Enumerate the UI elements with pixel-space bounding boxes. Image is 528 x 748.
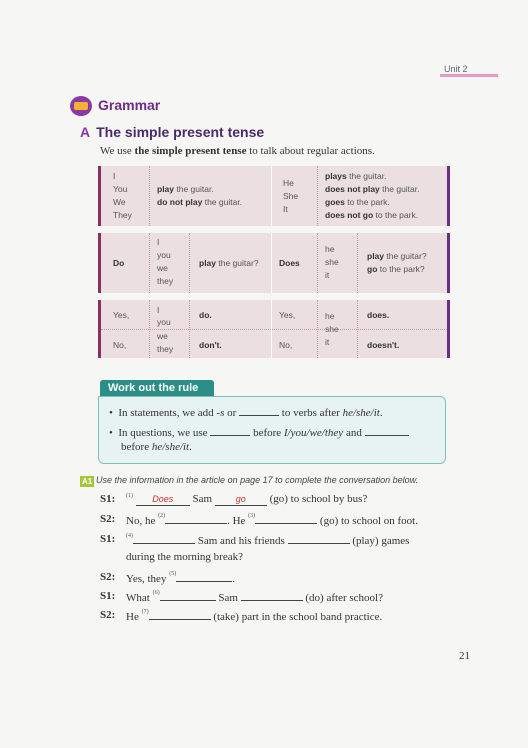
q-subject-she: she (325, 257, 339, 267)
speaker-5: S1: (100, 590, 116, 602)
blank-2[interactable] (165, 513, 227, 524)
speaker-3: S1: (100, 533, 116, 545)
unit-underline (440, 74, 498, 77)
subject-she: She (283, 191, 299, 201)
blank-rule-3[interactable] (365, 425, 409, 436)
no-right: No, (279, 340, 293, 350)
subject-i: I (113, 171, 116, 181)
section-title (80, 124, 264, 140)
q-subject-we: we (157, 263, 168, 273)
subject-we: We (113, 197, 126, 207)
conversation-line-3-cont: during the morning break? (126, 551, 243, 563)
conversation-line-1: $^{(1)}$ Does Sam go (go) to school by bus? (126, 493, 368, 505)
blank-4b[interactable] (288, 533, 350, 544)
blank-6b[interactable] (241, 590, 303, 601)
intro-post: to talk about regular actions. (246, 145, 375, 157)
blank-7[interactable] (149, 609, 211, 620)
short-doesnt: doesn't. (367, 340, 400, 350)
q-verb-right-1: play the guitar? (367, 251, 427, 261)
intro-pre: We use (100, 145, 135, 157)
speaker-2: S2: (100, 513, 116, 525)
speaker-6: S2: (100, 609, 116, 621)
a-subject-you: you (157, 317, 171, 327)
grammar-icon (70, 96, 92, 116)
no-left: No, (113, 340, 127, 350)
a-subject-i: I (157, 305, 160, 315)
aux-does: Does (279, 258, 300, 268)
short-do: do. (199, 310, 212, 320)
conversation-line-4: Yes, they $^{(5)}$ . (126, 571, 235, 585)
speaker-1: S1: (100, 493, 116, 505)
a-subject-they: they (157, 344, 174, 354)
rule-bullet-2-cont: before he/she/it. (121, 441, 192, 453)
section-header: Grammar (98, 97, 161, 113)
conversation-line-6: He $^{(7)}$ (take) part in the school band practice. (126, 609, 383, 623)
blank-4[interactable] (133, 533, 195, 544)
right-row-2: does not play the guitar. (325, 184, 420, 194)
blank-3[interactable] (255, 513, 317, 524)
q-subject-i: I (157, 237, 160, 247)
blank-6[interactable] (160, 590, 216, 601)
subject-he: He (283, 178, 294, 188)
q-subject-it: it (325, 270, 330, 280)
answer-1: Does (152, 494, 174, 504)
q-subject-they: they (157, 276, 174, 286)
subject-it: It (283, 204, 288, 214)
subject-you: You (113, 184, 128, 194)
rule-bullet-2: • In questions, we use before I/you/we/they and (109, 425, 409, 441)
q-verb-right-2: go to the park? (367, 264, 425, 274)
blank-5[interactable] (176, 571, 232, 582)
speaker-4: S2: (100, 571, 116, 583)
aux-do: Do (113, 258, 125, 268)
left-negative: do not play the guitar. (157, 197, 243, 207)
a-subject-she: she (325, 324, 339, 334)
rule-box (98, 396, 446, 464)
conversation-line-5: What $^{(6)}$ Sam (do) after school? (126, 590, 383, 604)
page-number: 21 (459, 650, 470, 662)
intro-bold: the simple present tense (134, 145, 247, 157)
yes-left: Yes, (113, 310, 130, 320)
right-row-3: goes to the park. (325, 197, 390, 207)
rule-bullet-1: • In statements, we add -s or to verbs after he/she/it. (109, 407, 383, 419)
blank-rule-2[interactable] (210, 425, 250, 436)
left-affirmative: play the guitar. (157, 184, 214, 194)
short-does: does. (367, 310, 390, 320)
yes-right: Yes, (279, 310, 296, 320)
unit-label: Unit 2 (444, 64, 468, 74)
section-letter: A (80, 124, 91, 140)
exercise-instruction: Use the information in the article on page 17 to complete the conversation below. (96, 475, 419, 485)
affirmative-negative-table (98, 166, 450, 226)
blank-rule-1[interactable] (239, 405, 279, 416)
a-subject-we: we (157, 331, 168, 341)
q-subject-you: you (157, 250, 171, 260)
q-verb-left: play the guitar? (199, 258, 259, 268)
right-row-1: plays the guitar. (325, 171, 387, 181)
intro-text (100, 145, 375, 157)
short-answer-table (98, 300, 450, 358)
exercise-tag: A1 (82, 477, 93, 486)
right-row-4: does not go to the park. (325, 210, 419, 220)
conversation-line-2: No, he $^{(2)}$ . He $^{(3)}$ (go) to school on foot. (126, 513, 418, 527)
rule-title: Work out the rule (100, 380, 214, 396)
a-subject-it: it (325, 337, 330, 347)
answer-2: go (235, 494, 246, 504)
conversation-line-3: $^{(4)}$ Sam and his friends (play) games (126, 533, 410, 547)
question-table (98, 233, 450, 293)
a-subject-he: he (325, 311, 335, 321)
q-subject-he: he (325, 244, 335, 254)
subject-they: They (113, 210, 132, 220)
short-dont: don't. (199, 340, 222, 350)
section-title-text: The simple present tense (96, 124, 265, 140)
